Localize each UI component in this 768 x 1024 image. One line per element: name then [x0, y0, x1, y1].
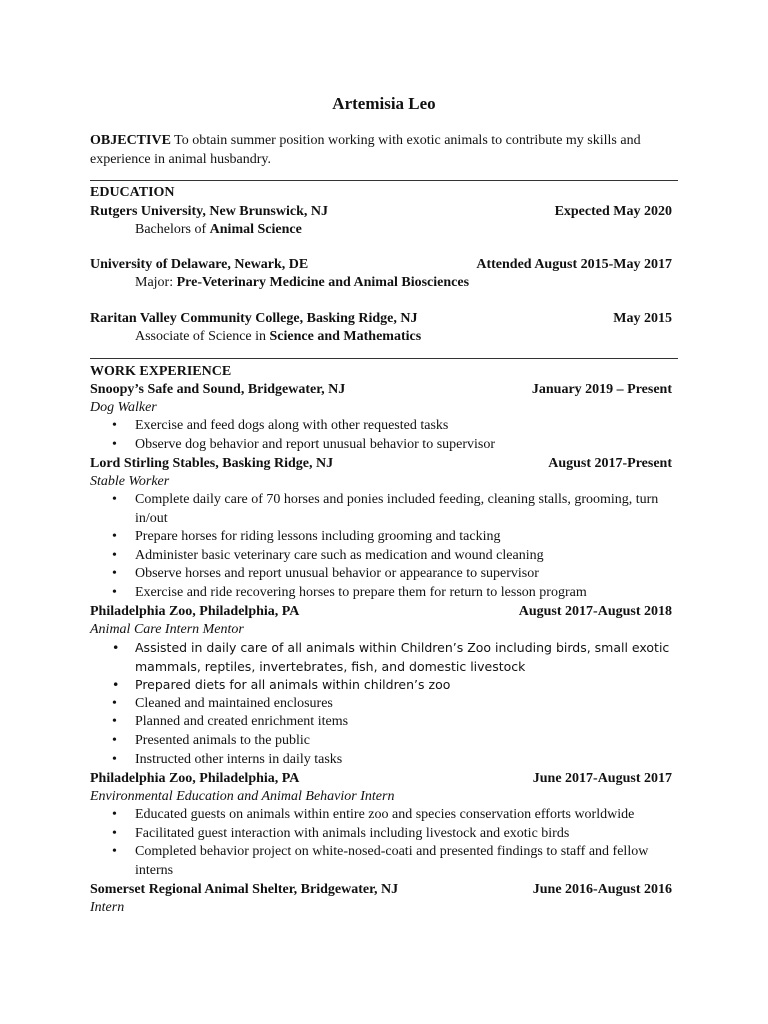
- degree-prefix: Major:: [135, 275, 177, 290]
- degree-line: [135, 221, 672, 239]
- list-item: • Observe horses and report unusual behavior or appearance to supervisor: [110, 565, 678, 584]
- degree-line: [135, 274, 672, 292]
- job-date: June 2016-August 2016: [532, 882, 672, 897]
- job-header: [90, 770, 672, 788]
- job-bullets: [110, 491, 678, 603]
- list-item: • Assisted in daily care of all animals within Children’s Zoo including birds, small exotic mammals, reptiles, invertebrates, fish, and domestic livestock: [110, 639, 678, 676]
- job-header: [90, 603, 672, 621]
- job-title: Environmental Education and Animal Behavior Intern: [90, 789, 395, 804]
- objective-label: OBJECTIVE: [90, 133, 171, 148]
- list-item: • Prepared diets for all animals within children’s zoo: [110, 676, 678, 695]
- degree-field: Science and Mathematics: [269, 329, 422, 344]
- job-bullets: [110, 417, 678, 454]
- job-org: Philadelphia Zoo, Philadelphia, PA: [90, 604, 300, 619]
- education-entry: [90, 203, 672, 221]
- list-item: • Observe dog behavior and report unusual behavior to supervisor: [110, 436, 678, 455]
- school-name: University of Delaware, Newark, DE: [90, 257, 309, 272]
- job-title: Dog Walker: [90, 400, 157, 415]
- list-item: • Facilitated guest interaction with animals including livestock and exotic birds: [110, 825, 678, 844]
- objective-section: [90, 131, 682, 169]
- job-date: January 2019 – Present: [531, 382, 672, 397]
- degree-prefix: Bachelors of: [135, 222, 210, 237]
- job-date: August 2017-August 2018: [518, 604, 672, 619]
- education-entry: [90, 256, 672, 274]
- job-header: [90, 381, 672, 399]
- education-date: Expected May 2020: [554, 204, 672, 219]
- list-item: • Prepare horses for riding lessons including grooming and tacking: [110, 528, 678, 547]
- list-item: • Instructed other interns in daily tasks: [110, 751, 678, 770]
- list-item: • Cleaned and maintained enclosures: [110, 695, 678, 714]
- education-date: Attended August 2015-May 2017: [476, 257, 672, 272]
- list-item: • Educated guests on animals within entire zoo and species conservation efforts worldwide: [110, 806, 678, 825]
- divider: [90, 358, 678, 359]
- job-header: [90, 455, 672, 473]
- list-item: • Administer basic veterinary care such as medication and wound cleaning: [110, 547, 678, 566]
- education-heading: EDUCATION: [90, 185, 175, 200]
- job-org: Philadelphia Zoo, Philadelphia, PA: [90, 771, 300, 786]
- list-item: • Presented animals to the public: [110, 732, 678, 751]
- job-date: June 2017-August 2017: [532, 771, 672, 786]
- candidate-name: Artemisia Leo: [332, 94, 436, 113]
- divider: [90, 180, 678, 181]
- job-header: [90, 881, 672, 899]
- degree-field: Pre-Veterinary Medicine and Animal Biosciences: [176, 275, 470, 290]
- job-title: Stable Worker: [90, 474, 170, 489]
- job-bullets: [110, 806, 678, 880]
- job-org: Lord Stirling Stables, Basking Ridge, NJ: [90, 456, 334, 471]
- degree-line: [135, 328, 672, 346]
- degree-field: Animal Science: [209, 222, 302, 237]
- education-entry: [90, 310, 672, 328]
- education-date: May 2015: [613, 311, 672, 326]
- list-item: • Exercise and feed dogs along with other requested tasks: [110, 417, 678, 436]
- job-date: August 2017-Present: [548, 456, 672, 471]
- work-heading: WORK EXPERIENCE: [90, 364, 232, 379]
- school-name: Raritan Valley Community College, Basking Ridge, NJ: [90, 311, 418, 326]
- job-bullets: [110, 639, 678, 769]
- list-item: • Planned and created enrichment items: [110, 713, 678, 732]
- objective-text: To obtain summer position working with exotic animals to contribute my skills and experience in animal husbandry.: [90, 133, 641, 167]
- job-org: Somerset Regional Animal Shelter, Bridgewater, NJ: [90, 882, 399, 897]
- job-title: Intern: [90, 900, 125, 915]
- job-org: Snoopy’s Safe and Sound, Bridgewater, NJ: [90, 382, 346, 397]
- list-item: • Complete daily care of 70 horses and ponies included feeding, cleaning stalls, grooming, turn in/out: [110, 491, 678, 528]
- list-item: • Completed behavior project on white-nosed-coati and presented findings to staff and fellow interns: [110, 843, 678, 880]
- degree-prefix: Associate of Science in: [135, 329, 270, 344]
- school-name: Rutgers University, New Brunswick, NJ: [90, 204, 328, 219]
- job-title: Animal Care Intern Mentor: [90, 622, 244, 637]
- list-item: • Exercise and ride recovering horses to prepare them for return to lesson program: [110, 584, 678, 603]
